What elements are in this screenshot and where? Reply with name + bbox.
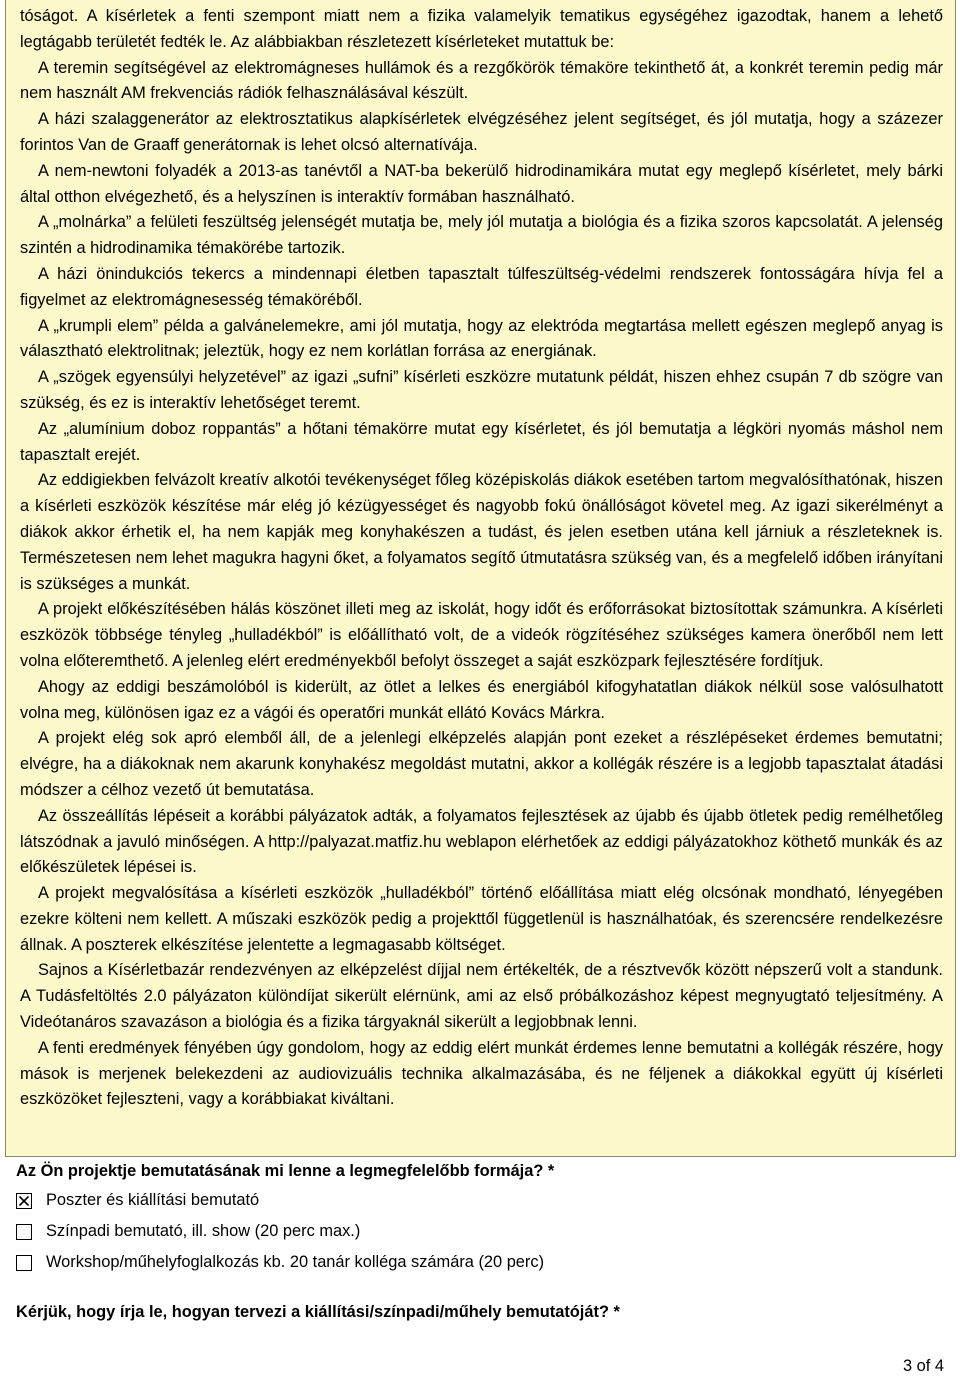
answer-paragraph: A „krumpli elem” példa a galvánelemekre, ami jól mutatja, hogy az elektróda megtartása mellett egészen meglepő anyag is választható elektrolitnak; jeleztük, hogy ez nem korlátlan forrása az energiának. [20, 316, 943, 361]
answer-paragraph: A projekt megvalósítása a kísérleti eszközök „hulladékból” történő előállítása miatt elég olcsónak mondható, lényegében ezekre költeni nem kellett. A műszaki eszközök pedig a projekttől függetlenül is használhatóak, és szerencsére rendelkezésre állnak. A poszterek elkészítése jelentette a legmagasabb költséget. [20, 884, 943, 954]
answer-textbox[interactable] [5, 0, 956, 1157]
answer-paragraph: A projekt elég sok apró elemből áll, de a jelenlegi elképzelés alapján pont ezeket a részlépéseket érdemes bemutatni; elvégre, ha a diákoknak nem akarunk konyhakész megoldást mutatni, akkor a kollégák részére is a legjobb tapasztalat átadási módszer a célhoz vezető út bemutatása. [20, 729, 943, 799]
answer-paragraph: A teremin segítségével az elektromágneses hullámok és a rezgőkörök témaköre tekinthető át, a konkrét teremin pedig már nem használt AM frekvenciás rádiók felhasználásával készült. [20, 58, 943, 103]
checkbox-checked[interactable] [16, 1193, 32, 1209]
answer-paragraph: A nem-newtoni folyadék a 2013-as tanévtől a NAT-ba bekerülő hidrodinamikára mutat egy meglepő kísérletet, mely bárki által otthon elvégezhető, és a helyszínen is interaktív formában használható. [20, 161, 943, 206]
option-label: Workshop/műhelyfoglalkozás kb. 20 tanár kollégа számára (20 perc) [46, 1253, 545, 1271]
option-poster[interactable] [16, 1191, 259, 1210]
answer-paragraph: Az eddigiekben felvázolt kreatív alkotói tevékenységet főleg középiskolás diákok esetében tartom megvalósíthatónak, hiszen a kísérleti eszközök készítése már elég jó kézügyességet és nagyobb fokú önállóságot követel meg. Az igazi sikerélményt a diákok akkor érhetik el, ha nem kapják meg konyhakészen a tudást, és jelen esetben utána kell járniuk a részleteknek is. Természetesen nem lehet magukra hagyni őket, a folyamatos segítő útmutatásra szükség van, és a megfelelő időben irányítani is szükséges a munkát. [20, 471, 943, 593]
answer-paragraph: A fenti eredmények fényében úgy gondolom, hogy az eddig elért munkát érdemes lenne bemutatni a kollégák részére, hogy mások is merjenek belekezdeni az audiovizuális technika alkalmazásába, és ne féljenek a diákokkal együtt új kísérleti eszközöket fejleszteni, vagy a korábbiakat kiváltani. [20, 1038, 943, 1109]
page-number: 3 of 4 [902, 1357, 944, 1375]
checkbox-unchecked[interactable] [16, 1255, 32, 1271]
answer-paragraph: A „molnárka” a felületi feszültség jelenségét mutatja be, mely jól mutatja a biológia és a fizika szoros kapcsolatát. A jelenség szintén a hidrodinamika témakörébe tartozik. [20, 213, 943, 258]
answer-paragraph: tóságot. A kísérletek a fenti szempont miatt nem a fizika valamelyik tematikus egységéhez igazodtak, hanem a lehető legtágabb területét fedték le. Az alábbiakban részletezett kísérleteket mutattuk be: [20, 7, 943, 51]
checkbox-unchecked[interactable] [16, 1224, 32, 1240]
question-presentation-format: Az Ön projektje bemutatásának mi lenne a legmegfelelőbb formája? * [16, 1162, 555, 1180]
option-workshop[interactable] [16, 1253, 544, 1272]
question-describe-presentation: Kérjük, hogy írja le, hogyan tervezi a kiállítási/színpadi/műhely bemutatóját? * [16, 1303, 620, 1321]
answer-paragraph: A „szögek egyensúlyi helyzetével” az igazi „sufni” kísérleti eszközre mutatunk példát, hiszen ehhez csupán 7 db szögre van szükség, és ez is interaktív lehetőséget teremt. [20, 368, 943, 412]
option-label: Színpadi bemutató, ill. show (20 perc max.) [46, 1222, 361, 1240]
answer-paragraph: A házi önindukciós tekercs a mindennapi életben tapasztalt túlfeszültség-védelmi rendszerek fontosságára hívja fel a figyelmet az elektromágnesesség témaköréből. [20, 264, 943, 309]
x-mark-icon [18, 1195, 30, 1207]
answer-paragraph: A projekt előkészítésében hálás köszönet illeti meg az iskolát, hogy időt és erőforrásokat biztosítottak számunkra. A kísérleti eszközök többsége tényleg „hulladékból” is előállítható volt, de a videók rögzítéséhez szükséges kamera önerőből nem lett volna előteremthető. A jelenleg elért eredményekből befolyt összeget a saját eszközpark fejlesztésére fordítjuk. [20, 600, 943, 670]
option-stage-show[interactable] [16, 1222, 360, 1241]
option-label: Poszter és kiállítási bemutató [46, 1191, 260, 1209]
answer-paragraph: Sajnos a Kísérletbazár rendezvényen az elképzelést díjjal nem értékelték, de a résztvevők között népszerű volt a standunk. A Tudásfeltöltés 2.0 pályázaton különdíjat sikerült elérnünk, ami az első próbálkozáshoz képest megnyugtató teljesítmény. A Videótanáros szavazáson a biológia és a fizika tárgyaknál sikerült a legjobbnak lenni. [20, 961, 943, 1032]
answer-paragraph: Az összeállítás lépéseit a korábbi pályázatok adták, a folyamatos fejlesztések az újabb és újabb ötletek pedig remélhetőleg látszódnak a javuló minőségen. A http://palyazat.matfiz.hu weblapon elérhetőek az eddigi pályázatokhoz köthető munkák és az előkészületek lépései is. [20, 806, 943, 877]
answer-paragraph: Az „alumínium doboz roppantás” a hőtani témakörre mutat egy kísérletet, és jól bemutatja a légköri nyomás máshol nem tapasztalt erejét. [20, 419, 943, 464]
answer-paragraph: A házi szalaggenerátor az elektrosztatikus alapkísérletek elvégzéséhez jelent segítséget, és jól mutatja, hogy a százezer forintos Van de Graaff generátornak is lehet olcsó alternatívája. [20, 110, 943, 154]
answer-paragraph: Ahogy az eddigi beszámolóból is kiderült, az ötlet a lelkes és energiából kifogyhatatlan diákok nélkül sose valósulhatott volna meg, különösen igaz ez a vágói és operatőri munkát ellátó Kovács Márkra. [20, 677, 943, 722]
